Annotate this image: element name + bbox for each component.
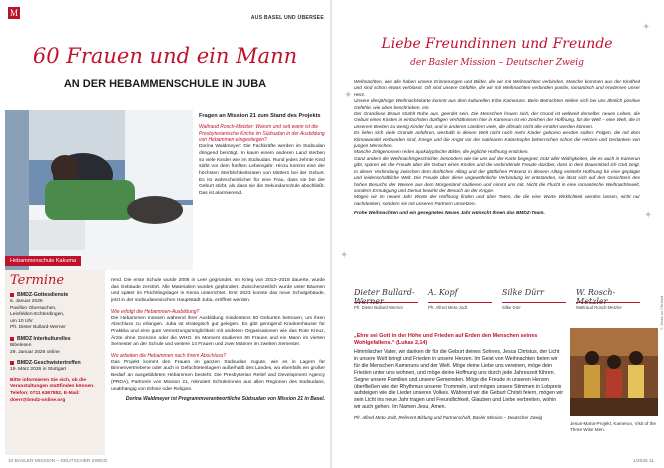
event-line: Pfr. Dieter Bullard-Werner [10, 325, 66, 331]
signature-handwriting: W. Rosch-Metzler [576, 288, 640, 303]
letter-subtitle: der Basler Mission – Deutscher Zweig [410, 58, 584, 68]
signature-row [354, 288, 640, 318]
event-line: Bibelesen [10, 342, 32, 348]
termine-heading: Termine [10, 273, 65, 288]
bible-verse: „Ehre sei Gott in der Höhe und Frieden auf Erden den Menschen seines Wohlgefallens.“ (Lukas 2,14) [354, 333, 538, 346]
prayer-block [354, 333, 564, 420]
page-folio-left: 10 BASLER MISSION – DEUTSCHER ZWEIG [8, 459, 108, 464]
letter-paragraph: Ganz anders die Weihnachtsgeschichte, besonders wie sie uns auf der Karte begegnet, trotz aller Widrigkeiten, die es auch in Kamerun gibt, spüren wir die Freude über die Geburt eines Kindes und die verbindende Freude darüber, dass in dem Bauernkind ich Gott zeigt. In dieser Verbindung zwischen dem dürftichen Alltag und der göttlichen Präsenz in diesem Alltag entsteht Hoffnung für eine geplagte und leidenschaftliche Welt. Die Freude über diese ungewöhnliche Verbindung ist entstanden, sie lässt sich auf den Gesichtern des hohen Besuchs der Weisen aus dem Morgenland studieren und nimmt uns mit. Nicht die Flucht in eine romantische Weihnachtswelt, sondern Ermutigung und Demut bewirkt der Besuch an der Krippe. [354, 156, 640, 194]
event-title: BMDZ-Geschwistertreffen [10, 360, 100, 367]
left-page [0, 0, 330, 468]
letter-paragraph: Unsere diesjährige Weihnachtskarte kommt aus dem kulturellen Erbe Kameruns. Beim Betrachten stellen sich bei uns ähnlich positive Gefühle, wie oben beschrieben, ein. [354, 99, 640, 111]
basler-mission-logo: M [9, 8, 18, 18]
article-subtitle: AN DER HEBAMMENSCHULE IN JUBA [63, 78, 267, 90]
signature-name: Silke Dürr [502, 305, 521, 310]
signature [502, 288, 566, 318]
author-signature: Dorina Waldmeyer ist Programmverantwortliche Südsudan von Mission 21 in Basel. [125, 396, 325, 403]
intro-column [199, 113, 325, 198]
star-icon: ✦ [642, 22, 651, 33]
event-line: Pavillon Obersachen, [10, 305, 57, 311]
midwife-photo [5, 110, 193, 270]
right-page [332, 0, 662, 468]
prayer-signature: Pfr. Alfred Meto-Jodt, Referent Bildung und Partnerschaft, Basler Mission – Deutscher Zweig [354, 415, 543, 421]
event-line: um 10 Uhr [10, 318, 33, 324]
event-title: BMDZ Interkulturelles [10, 336, 100, 343]
event-line: 19. März 2026 in Stuttgart [10, 367, 67, 373]
letter-title: Liebe Freundinnen und Freunde [381, 36, 613, 52]
signature [576, 288, 640, 318]
intro-answer: Dorina Waldmeyer: Die Fachkräfte werden im Südsudan dringend benötigt. In kaum einem anderen Land sterben so viele Kinder wie im Südsudan. Rund jedes zehnte Kind stirbt vor dem fünften Lebensjahr. Hinzu kommt eine der höchsten Sterblichkeitsraten von Müttern bei der Geburt. Es ist wahrscheinlicher für eine Frau, dass sie bei der Geburt stirbt, als dass sie die Sekundarschule abschließt. Das ist alarmierend. [199, 144, 325, 197]
article-title: 60 Frauen und ein Mann [32, 44, 298, 68]
event-line: Leinfelden-Echterdingen, [10, 312, 65, 318]
interview-text: Die Hebammen müssen während ihrer Ausbildung mindestens 50 Geburten betreuen, um ihren Abschluss zu erlangen. Juba ist strategisch gut gelegen. Es gibt genügend Krankenhäuser für Praktika und eine gute Vernetzungsmöglichkeit mit anderen Organisationen wie das Rote Kreuz, Ärzte ohne Grenzen oder die WHO. Im Moment studieren 60 Frauen und ein Mann im vierten Semester an der Schule und weitere 14 Frauen und zwei Männer im zweiten Semester. [111, 315, 325, 348]
intro-title: Fragen an Mission 21 zum Stand des Projekts [199, 113, 321, 119]
signature-handwriting: A. Kopf [428, 288, 492, 303]
nativity-artwork [570, 328, 658, 416]
signature [428, 288, 492, 318]
interview-text: Das Projekt kommt den Frauen im ganzen Südsudan zugute, wie es in Lagern für Binnenvertriebene oder auch in Gefüchtetenlagern außerhalb des Landes, wo ebenfalls ein großer Bedarf an ausgebildeten Hebammen besteht. Die Presbyterian Relief and Development Agency (PRDA), Partnerin von Mission 21, rekrutiert Schülerinnen aus allen Regionen des Südsudans, unabhängig von Ethnie oder Religion. [111, 359, 325, 392]
interview-text: rend. Die erste Schule wurde 2005 in Leer gegründet. Im Krieg von 2013–2018 dauerte, wurde das Gebäude zerstört. Alle Materialien wurden geplündert. Zwischenzeitlich wurde unter Bäumen und später im Flüchtlingslager in Kenia unterrichtet. Erst 2023 konnte das neue Schulgebäude, jetzt in der südsudanesischen Hauptstadt Juba, eröffnet werden. [111, 278, 325, 304]
star-icon: ✦ [644, 210, 653, 221]
image-credit: © Jeska no ©Erhard [660, 295, 664, 330]
termine-contact: Bitte informieren Sie sich, ob die Veranstaltungen stattfinden können. Telefon: 0711 6367852, E-Mail: doerr@bmdz-online.org [10, 377, 95, 403]
intro-question: Waltraud Rosch-Metzler: Warum und seit wann ist die Presbyterianische Kirche im Südsudan in der Ausbildung von Hebammen eingestiegen? [199, 124, 325, 144]
letter-paragraph: Weihnachten, wie alle haben unsere Erinnerungen und Bilder, die wir mit Weihnachten verbinden. Manche kommen aus der Kindheit und sind schon etwas verblasst. Oft sind unsere Gefühle, die wir mit Weihnachten verbinden positiv, romantisch und erwärmen unser Herz. [354, 80, 640, 98]
event-line: 29. Januar 2026 online [10, 349, 60, 355]
signature [354, 288, 418, 318]
signature-handwriting: Dieter Bullard-Werner [354, 288, 418, 303]
photo-caption: Hebammenschule Kakuma [5, 256, 81, 266]
termine-event [5, 360, 105, 374]
christmas-letter [354, 80, 640, 218]
letter-paragraph: Mögen wir im neuen Jahr Worte der Hoffnung finden und über Taten, die die eine Worte Wirklichkeit werden lassen, nicht nur nachdenken, sondern sie mit unseren Partnern umsetzen. [354, 195, 640, 207]
star-icon: ✦ [340, 250, 349, 261]
letter-paragraph: Der Grandiose Braun strahlt Ruhe aus, geerdet sein. Die Menschen freuen sich, der Grund ist weltweit derselbe: neues Leben, die Geburt eines Kindes in einfachsten dürftigen Verhältnissen hier in Kamerun ist ein Zeichen der Hoffnung, für die Welt – eine Welt, die in unserem Breiten zu wenig Kinder hat, und in anderen Ländern viele, die oftmals nicht alle ernährt werden können. [354, 112, 640, 130]
signature-handwriting: Silke Dürr [502, 288, 566, 303]
termine-box [5, 270, 105, 455]
prayer-text: Himmlischer Vater, wir danken dir für die Geburt deines Sohnes, Jesus Christus, der Licht in unsere Welt bringt und Frieden in unsere Herzen. Im Geist von Weihnachten beten wir für die Menschen Kameruns und der Welt. Möge deine Liebe uns vereinen, möge dein Frieden unter uns wohnen, und möge deine Hoffnung uns durch jede Jahreszeit führen. Segne unsere Familien und unsere Gemeinden. Möge die Freude in unseren Herzen überfließen wie der Rhythmus unserer Trommeln, und mögen unsere Stimmen in Lobpreis aufsteigen wie die Lieder unseres Volkes. Während wir die Geburt Christi feiern, mögen wir sein Licht ins neue Jahr tragen und Freundlichkeit, Glauben und Liebe verbreiten, wohin wir auch gehen. Im Namen Jesu, Amen. [354, 349, 564, 411]
letter-greeting: Frohe Weihnachten und ein gesegnetes Neues Jahr wünscht Ihnen das BMDZ-Team. [354, 211, 545, 217]
termine-event [5, 336, 105, 356]
event-line: 6. Januar 2026 [10, 299, 43, 304]
section-label: AUS BASEL UND ÜBERSEE [250, 15, 324, 21]
page-folio-right: 1/2026 11 [633, 459, 654, 464]
letter-paragraph: Manche Zeitgenossen reden apokalyptische Bilder, die jegliche Hoffnung ersticken. [354, 150, 529, 156]
interview-column [111, 278, 325, 403]
interview-question: Wie erfolgt die Hebammen-Ausbildung? [111, 308, 200, 315]
signature-name: Pfr. Alfred Meto-Jodt [428, 305, 467, 310]
artwork-caption: Jesus-Maria-Projekt, Kamerun, Visit of the Three Wise Men. [570, 421, 656, 432]
letter-paragraph: Es liefen sich viele Gründe anführen, weshalb in diesen Welt nicht noch mehr Kinder geboren werden sollen: Folgen, die mit dem Klimawandel verbunden sind, Kriege und die Angst vor der nuklearen Katastrophe beherrschen schon die Herzen und Gedanken von jungen Menschen. [354, 131, 640, 150]
event-title: BMDZ-Gottesdienste [10, 292, 100, 299]
interview-question: Wo arbeiten die Hebammen nach ihrem Abschluss? [111, 353, 227, 360]
signature-name: Waltraud Rosch-Metzler [576, 305, 622, 310]
signature-name: Pfr. Dieter Bullard-Werner [354, 305, 404, 310]
star-icon: ✦ [344, 90, 353, 101]
termine-event [5, 292, 105, 332]
